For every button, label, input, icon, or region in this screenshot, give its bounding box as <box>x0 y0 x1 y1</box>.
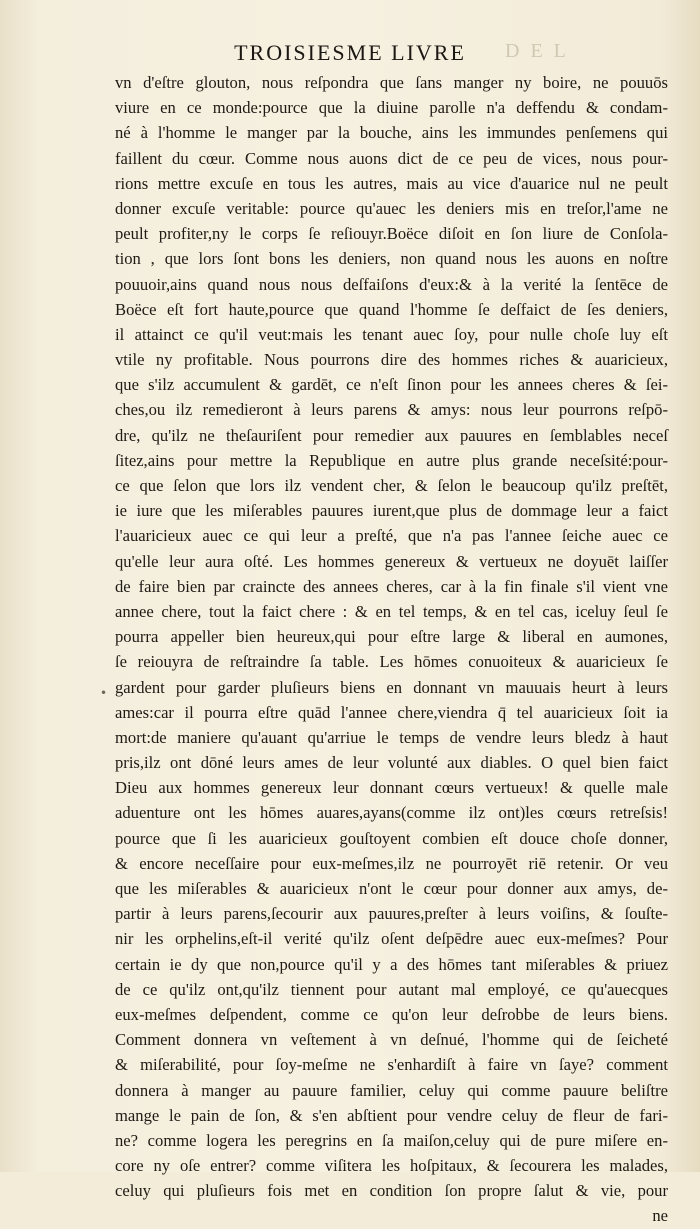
text-line: pourra appeller bien heureux,qui pour eſtre large & liberal en aumones, <box>115 627 668 647</box>
text-line: core ny oſe entrer? comme viſitera les hoſpitaux, & ſecourera les malades, <box>115 1156 668 1176</box>
text-line: certain ie dy que non,pource qu'il y a des hōmes tant miſerables & priuez <box>115 954 668 974</box>
text-line: qu'elle leur aura oſté. Les hommes genereux & vertueux ne doyuēt laiſſer <box>115 551 668 571</box>
text-line: & miſerabilité, pour ſoy-meſme ne s'enhardiſt à faire vn ſaye? comment <box>115 1055 668 1075</box>
text-line: Comment donnera vn veſtement à vn deſnué, l'homme qui de ſeicheté <box>115 1030 668 1050</box>
running-head: TROISIESME LIVRE <box>234 40 466 65</box>
text-line: de faire bien par craincte des annees cheres, car à la fin finale s'il vient vne <box>115 576 668 596</box>
text-line: né à l'homme le manger par la bouche, ains les immundes penſemens qui <box>115 123 668 143</box>
text-line: vtile ny profitable. Nous pourrons dire des hommes riches & auaricieux, <box>115 350 668 370</box>
text-line: tion , que lors ſont bons les deniers, non quand nous les auons en noſtre <box>115 249 668 269</box>
text-line: donner excuſe veritable: pource qu'auec les deniers mis en treſor,l'ame ne <box>115 198 668 218</box>
text-line: annee chere, tout la faict chere : & en tel temps, & en tel cas, iceluy ſeul ſe <box>115 601 668 621</box>
text-line: celuy qui pluſieurs fois met en condition ſon propre ſalut & vie, pour <box>115 1181 668 1201</box>
text-line: partir à leurs parens,ſecourir aux pauures,preſter à leurs voiſins, & ſouſte- <box>115 904 668 924</box>
text-line: donnera à manger au pauure familier, celuy qui comme pauure beliſtre <box>115 1080 668 1100</box>
body-text <box>115 70 668 1229</box>
text-line: nir les orphelins,eſt-il verité qu'ilz oſent deſpēdre auec eux-meſmes? Pour <box>115 929 668 949</box>
text-line: pource que ſi les auaricieux gouſtoyent combien eſt douce choſe donner, <box>115 828 668 848</box>
text-line: Dieu aux hommes genereux leur donnant cœurs vertueux! & quelle male <box>115 778 668 798</box>
text-line: ie iure que les miſerables pauures iurent,que plus de dommage leur a faict <box>115 501 668 521</box>
text-line: rions mettre excuſe en tous les autres, mais au vice d'auarice nul ne peult <box>115 173 668 193</box>
text-line: vn d'eſtre glouton, nous reſpondra que ſans manger ny boire, ne pouuōs <box>115 73 668 92</box>
text-line: il attainct ce qu'il veut:mais les tenant auec ſoy, pour nulle choſe luy eſt <box>115 324 668 344</box>
catchword: ne <box>652 1206 668 1226</box>
text-line: gardent pour garder pluſieurs biens en donnant vn mauuais heurt à leurs <box>115 677 668 697</box>
text-line: ſitez,ains pour mettre la Republique en autre plus grande neceſsité:pour- <box>115 450 668 470</box>
text-line: Boëce eſt fort haute,pource que quand l'homme ſe deſfaict de ſes deniers, <box>115 299 668 319</box>
text-line: eux-meſmes deſpendent, comme ce qu'on leur deſrobbe de leurs biens. <box>115 1004 668 1024</box>
text-line: & encore neceſſaire pour eux-meſmes,ilz ne pourroyēt riē retenir. Or veu <box>115 853 668 873</box>
text-line: mort:de maniere qu'auant qu'arriue le temps de vendre leurs bledz à haut <box>115 727 668 747</box>
text-line: viure en ce monde:pource que la diuine parolle n'a deffendu & condam- <box>115 98 668 118</box>
text-line: que les miſerables & auaricieux n'ont le cœur pour donner aux amys, de- <box>115 879 668 898</box>
text-line: mange le pain de ſon, & s'en abſtient pour vendre celuy de fleur de fari- <box>115 1105 668 1125</box>
text-line: ne? comme logera les peregrins en ſa maiſon,celuy qui de pure miſere en- <box>115 1130 668 1150</box>
text-line: l'auaricieux auec ce qui leur a preſté, que n'a pas l'annee ſeiche auec ce <box>115 526 668 546</box>
text-line: pouuoir,ains quand nous nous deſfaiſons d'eux:& à la verité la ſentēce de <box>115 274 668 294</box>
text-line: faillent du cœur. Comme nous auons dict de ce peu de vices, nous pour- <box>115 148 668 168</box>
text-line: ames:car il pourra eſtre quād l'annee chere,viendra q̄ tel auaricieux ſoit ia <box>115 702 668 722</box>
text-line: ches,ou ilz remedieront à leurs parens & amys: nous leur pourrons reſpō- <box>115 400 668 420</box>
text-line: pris,ilz ont dōné leurs ames de leur volunté aux diables. O quel bien faict <box>115 753 668 773</box>
margin-mark: • <box>100 686 108 700</box>
text-line: aduenture ont les hōmes auares,ayans(comme ilz ont)les cœurs retreſsis! <box>115 803 668 823</box>
text-line: ce que ſelon que lors ilz vendent cher, & ſelon le beaucoup qu'ilz preſtēt, <box>115 476 668 495</box>
text-line: ſe reiouyra de reſtraindre ſa table. Les hōmes conuoiteux & auaricieux ſe <box>115 652 668 672</box>
text-line: que s'ilz accumulent & gardēt, ce n'eſt ſinon pour les annees cheres & ſei- <box>115 375 668 395</box>
text-line: dre, qu'ilz ne theſauriſent pour remedier aux pauures en ſemblables neceſ <box>115 425 668 445</box>
text-line: peult profiter,ny le corps ſe reſiouyr.Boëce diſoit en ſon liure de Conſola- <box>115 224 668 244</box>
text-line: de ce qu'ilz ont,qu'ilz tiennent pour autant mal employé, ce qu'auecques <box>115 979 668 999</box>
bleed-through-text: D E L <box>505 40 569 62</box>
